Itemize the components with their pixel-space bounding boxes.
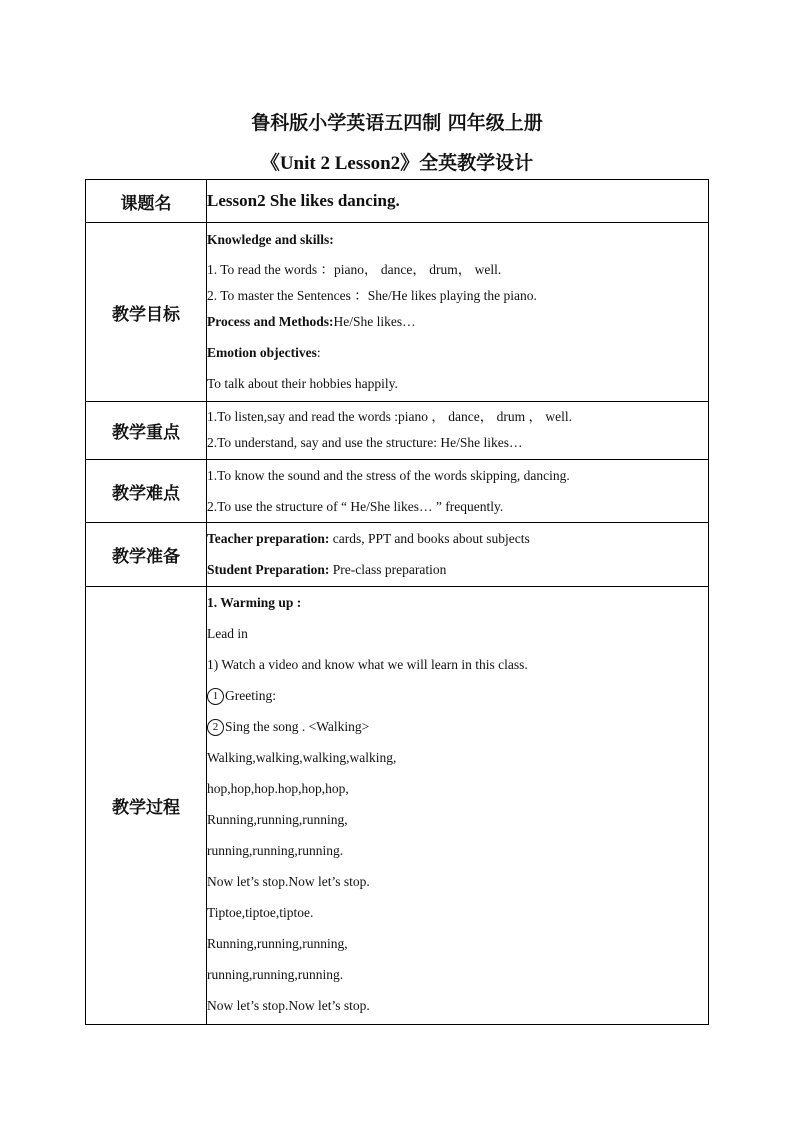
objectives-content <box>207 223 709 402</box>
knowledge-heading: Knowledge and skills: <box>207 232 334 247</box>
student-heading: Student Preparation: <box>207 562 330 577</box>
warming-up-heading: 1. Warming up : <box>207 595 302 610</box>
difficulty-1: 1.To know the sound and the stress of the words skipping, dancing. <box>207 468 570 483</box>
process-line: Lead in <box>207 626 248 641</box>
process-heading: Process and Methods: <box>207 314 334 329</box>
key-points-row <box>86 402 709 460</box>
topic-value: Lesson2 She likes dancing. <box>207 180 709 223</box>
subtitle-unit: Unit 2 Lesson2 <box>279 153 401 174</box>
song-line: hop,hop,hop.hop,hop,hop, <box>207 781 349 796</box>
difficulties-row <box>86 460 709 523</box>
teacher-heading: Teacher preparation: <box>207 531 330 546</box>
emotion-objectives <box>207 337 708 368</box>
process-row <box>86 587 709 1025</box>
process-label: 教学过程 <box>86 587 207 1025</box>
circled-number-1: 1 <box>207 688 224 705</box>
key-point-1: 1.To listen,say and read the words :piano ， dance， drum ， well. <box>207 409 572 424</box>
process-line: 1) Watch a video and know what we will learn in this class. <box>207 657 528 672</box>
difficulty-2: 2.To use the structure of “ He/She likes… ” frequently. <box>207 499 504 514</box>
preparation-label: 教学准备 <box>86 523 207 587</box>
greeting-text: Greeting: <box>225 688 276 703</box>
objectives-label: 教学目标 <box>86 223 207 402</box>
teacher-preparation <box>207 523 708 554</box>
preparation-content <box>207 523 709 587</box>
emotion-colon: : <box>316 345 321 360</box>
song-line: running,running,running. <box>207 967 344 982</box>
objectives-row <box>86 223 709 402</box>
document-subtitle <box>0 148 794 175</box>
emotion-text: To talk about their hobbies happily. <box>207 376 398 391</box>
topic-label: 课题名 <box>86 180 207 223</box>
song-line: Now let’s stop.Now let’s stop. <box>207 874 370 889</box>
topic-row <box>86 180 709 223</box>
student-text: Pre-class preparation <box>329 562 447 577</box>
lesson-plan-table <box>85 179 709 1025</box>
greeting-line <box>207 680 708 711</box>
sing-text: Sing the song . <Walking> <box>225 719 370 734</box>
key-point-2: 2.To understand, say and use the structure: He/She likes… <box>207 435 523 450</box>
key-points-content <box>207 402 709 460</box>
document-title: 鲁科版小学英语五四制 四年级上册 <box>251 112 543 134</box>
process-content <box>207 587 709 1025</box>
song-line: Running,running,running, <box>207 812 348 827</box>
sing-line <box>207 711 708 742</box>
objective-1: 1. To read the words ：piano， dance， drum， well. <box>207 262 502 277</box>
difficulties-label: 教学难点 <box>86 460 207 523</box>
song-line: running,running,running. <box>207 843 344 858</box>
song-line: Now let’s stop.Now let’s stop. <box>207 998 370 1013</box>
subtitle-prefix: 《 <box>260 152 280 174</box>
song-line: Walking,walking,walking,walking, <box>207 750 397 765</box>
circled-number-2: 2 <box>207 719 224 736</box>
preparation-row <box>86 523 709 587</box>
teacher-text: cards, PPT and books about subjects <box>329 531 530 546</box>
song-line: Running,running,running, <box>207 936 348 951</box>
student-preparation <box>207 554 708 585</box>
process-methods <box>207 309 708 335</box>
subtitle-suffix: 》全英教学设计 <box>400 152 534 174</box>
emotion-heading: Emotion objectives <box>207 345 317 360</box>
objective-2: 2. To master the Sentences ：She/He likes playing the piano. <box>207 288 537 303</box>
key-points-label: 教学重点 <box>86 402 207 460</box>
process-text: He/She likes… <box>333 314 416 329</box>
song-line: Tiptoe,tiptoe,tiptoe. <box>207 905 314 920</box>
difficulties-content <box>207 460 709 523</box>
